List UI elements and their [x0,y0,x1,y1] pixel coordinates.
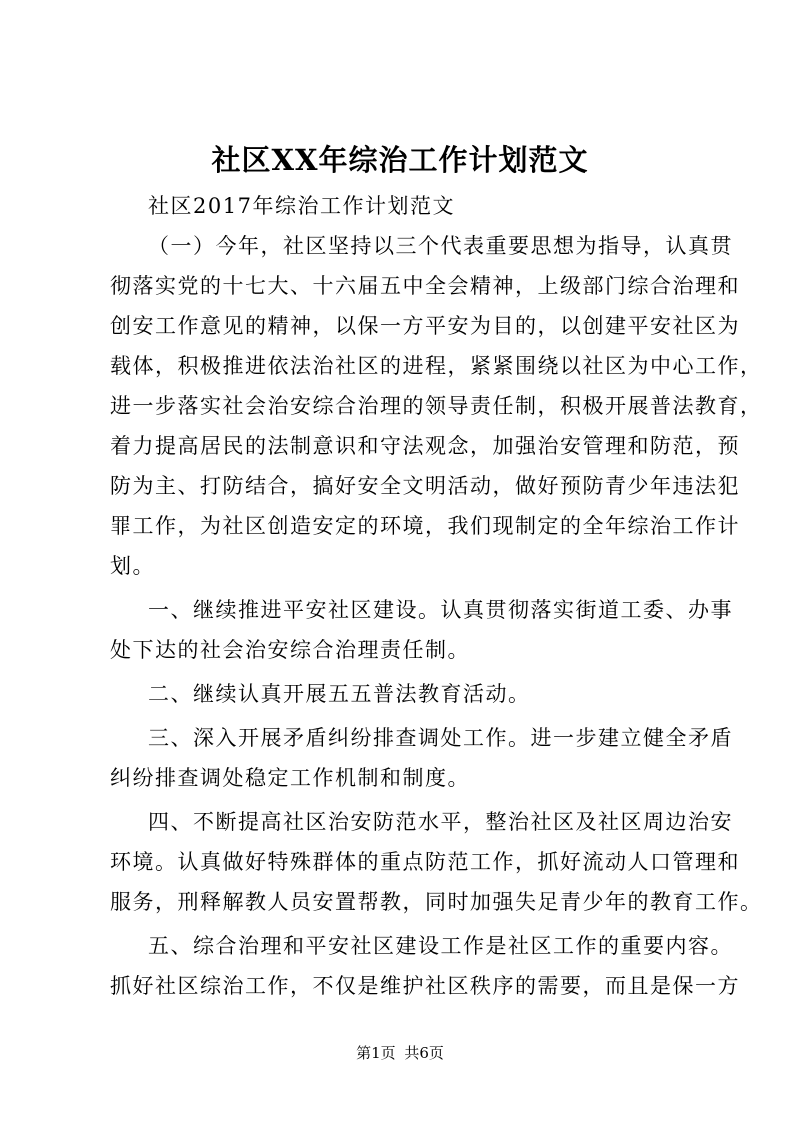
paragraph-line: 一、继续推进平安社区建设。认真贯彻落实街道工委、办事 [148,598,733,622]
subtitle-line: 社区2017年综治工作计划范文 [148,194,455,218]
paragraph-line: （一）今年，社区坚持以三个代表重要思想为指导，认真贯 [148,234,733,258]
paragraph-line: 进一步落实社会治安综合治理的领导责任制，积极开展普法教育， [110,394,763,418]
paragraph-line: 四、不断提高社区治安防范水平，整治社区及社区周边治安 [148,810,733,834]
paragraph-line: 创安工作意见的精神，以保一方平安为目的，以创建平安社区为 [110,314,740,338]
paragraph-line: 着力提高居民的法制意识和守法观念，加强治安管理和防范，预 [110,434,740,458]
document-title: 社区XX年综治工作计划范文 [211,143,589,177]
paragraph-line: 彻落实党的十七大、十六届五中全会精神，上级部门综合治理和 [110,274,740,298]
paragraph-line: 服务，刑释解教人员安置帮教，同时加强失足青少年的教育工作。 [110,890,763,914]
paragraph-line: 环境。认真做好特殊群体的重点防范工作，抓好流动人口管理和 [110,850,740,874]
paragraph-line: 三、深入开展矛盾纠纷排查调处工作。进一步建立健全矛盾 [148,726,733,750]
paragraph-line: 纠纷排查调处稳定工作机制和制度。 [110,766,470,790]
page-footer [0,1043,800,1063]
paragraph-line: 抓好社区综治工作，不仅是维护社区秩序的需要，而且是保一方 [110,974,740,998]
paragraph-line: 划。 [110,554,155,578]
page-number-label: 第1页 [356,1044,396,1062]
paragraph-line: 罪工作，为社区创造安定的环境，我们现制定的全年综治工作计 [110,514,740,538]
page-total-label: 共6页 [404,1044,444,1062]
paragraph-line: 五、综合治理和平安社区建设工作是社区工作的重要内容。 [148,934,733,958]
document-body [110,186,763,1006]
paragraph-line: 载体，积极推进依法治社区的进程，紧紧围绕以社区为中心工作， [110,354,763,378]
paragraph-line: 防为主、打防结合，搞好安全文明活动，做好预防青少年违法犯 [110,474,740,498]
paragraph-line: 二、继续认真开展五五普法教育活动。 [148,682,531,706]
paragraph-line: 处下达的社会治安综合治理责任制。 [110,638,470,662]
